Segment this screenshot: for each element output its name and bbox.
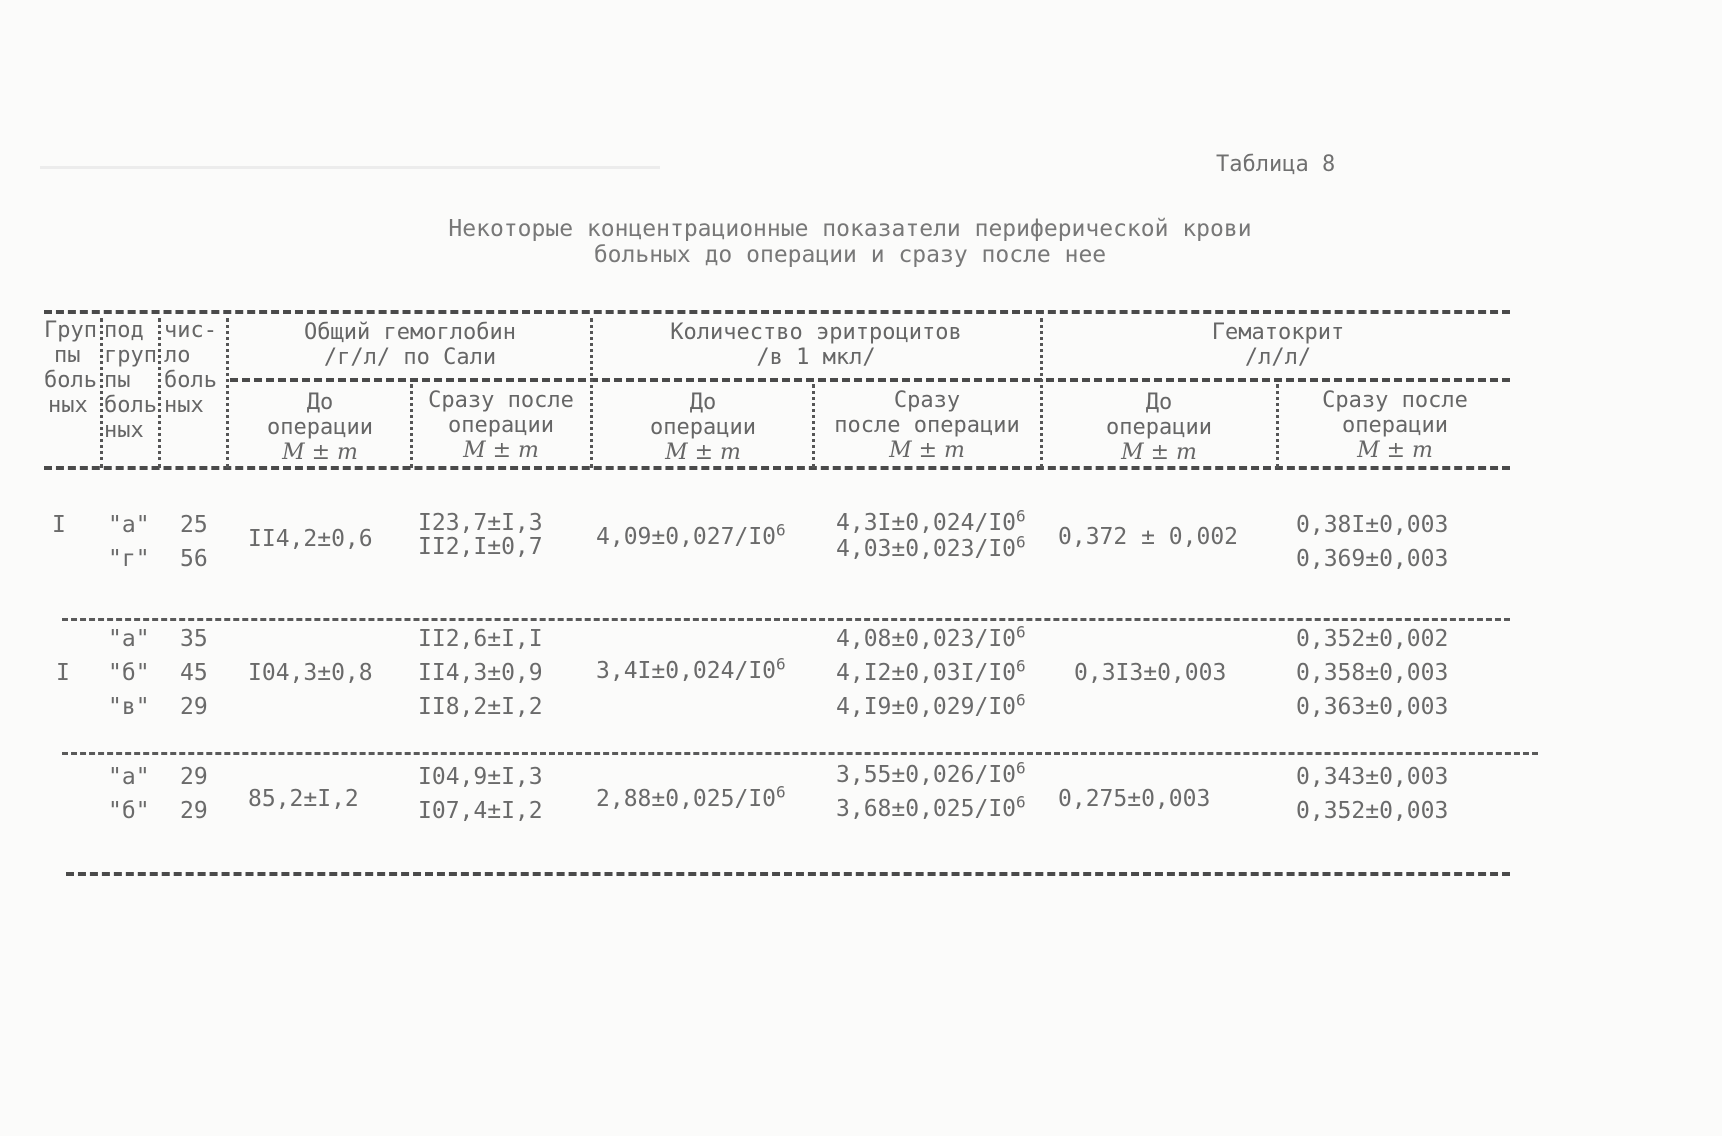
- header-er-after: Сразу после операции М ± m: [834, 388, 1020, 463]
- er-after-value: $4,3I\pm 0,024/I0^6$: [836, 506, 1026, 536]
- subgroup-name: "а": [108, 512, 150, 538]
- header-groups: Груп пы боль ных: [44, 318, 97, 418]
- header-ht-before: До операции М ± m: [1106, 390, 1212, 465]
- table-title: [420, 216, 1280, 268]
- ht-after-value: 0,352±0,003: [1296, 798, 1449, 824]
- rule-group-1: [62, 618, 1510, 621]
- table-title-line1: Некоторые концентрационные показатели периферической крови: [448, 216, 1252, 242]
- vsep-3: [226, 318, 229, 468]
- er-after-value: $4,08\pm 0,023/I0^6$: [836, 622, 1026, 652]
- hb-after-value: II8,2±I,2: [418, 694, 543, 720]
- vsep-4: [590, 318, 593, 468]
- subgroup-count: 35: [180, 626, 208, 652]
- header-subgroups: под груп пы боль ных: [104, 318, 157, 443]
- subgroup-name: "а": [108, 764, 150, 790]
- ht-before-value: 0,372 ± 0,002: [1058, 524, 1239, 550]
- vsep-7: [812, 384, 815, 468]
- hb-before-value: II4,2±0,6: [248, 526, 373, 552]
- header-ht-after: Сразу после операции М ± m: [1322, 388, 1468, 463]
- subgroup-count: 56: [180, 546, 208, 572]
- group-label: I: [56, 660, 70, 686]
- group-label: I: [52, 512, 66, 538]
- subgroup-name: "г": [108, 546, 150, 572]
- subgroup-name: "б": [108, 660, 150, 686]
- subgroup-name: "а": [108, 626, 150, 652]
- er-after-value: $3,55\pm 0,026/I0^6$: [836, 758, 1026, 788]
- ht-after-value: 0,358±0,003: [1296, 660, 1449, 686]
- subgroup-count: 25: [180, 512, 208, 538]
- subgroup-name: "б": [108, 798, 150, 824]
- subgroup-count: 45: [180, 660, 208, 686]
- vsep-5: [1040, 318, 1043, 468]
- vsep-2: [158, 318, 161, 468]
- er-after-value: $4,I2\pm 0,03I/I0^6$: [836, 656, 1026, 686]
- header-hb-after: Сразу после операции М ± m: [428, 388, 574, 463]
- vsep-8: [1276, 384, 1279, 468]
- hb-before-value: 85,2±I,2: [248, 786, 359, 812]
- hb-after-value: II2,6±I,I: [418, 626, 543, 652]
- table-label: Таблица 8: [1216, 152, 1336, 177]
- ht-after-value: 0,363±0,003: [1296, 694, 1449, 720]
- subgroup-count: 29: [180, 798, 208, 824]
- header-hb-before: До операции М ± m: [267, 390, 373, 465]
- er-after-value: $4,03\pm 0,023/I0^6$: [836, 532, 1026, 562]
- ht-after-value: 0,352±0,002: [1296, 626, 1449, 652]
- ht-after-value: 0,38I±0,003: [1296, 512, 1449, 538]
- hb-after-value: II2,I±0,7: [418, 534, 543, 560]
- header-count: чис- ло боль ных: [164, 318, 217, 418]
- rule-header-bottom: [44, 466, 1510, 470]
- er-before-value: $3,4I\pm 0,024/I0^6$: [596, 654, 786, 684]
- header-erythrocytes: Количество эритроцитов /в 1 мкл/: [670, 320, 962, 370]
- ht-after-value: 0,343±0,003: [1296, 764, 1449, 790]
- scan-artifact-line: [40, 166, 660, 169]
- ht-before-value: 0,3I3±0,003: [1074, 660, 1227, 686]
- rule-bottom: [66, 872, 1510, 876]
- er-before-value: $2,88\pm 0,025/I0^6$: [596, 782, 786, 812]
- er-after-value: $4,I9\pm 0,029/I0^6$: [836, 690, 1026, 720]
- header-hemoglobin: Общий гемоглобин /г/л/ по Сали: [304, 320, 516, 370]
- rule-top: [44, 310, 1510, 314]
- subgroup-count: 29: [180, 764, 208, 790]
- er-after-value: $3,68\pm 0,025/I0^6$: [836, 792, 1026, 822]
- hb-after-value: II4,3±0,9: [418, 660, 543, 686]
- hb-before-value: I04,3±0,8: [248, 660, 373, 686]
- header-er-before: До операции М ± m: [650, 390, 756, 465]
- hb-after-value: I23,7±I,3: [418, 510, 543, 536]
- subgroup-name: "в": [108, 694, 150, 720]
- er-before-value: $4,09\pm 0,027/I0^6$: [596, 520, 786, 550]
- ht-before-value: 0,275±0,003: [1058, 786, 1211, 812]
- ht-after-value: 0,369±0,003: [1296, 546, 1449, 572]
- vsep-6: [410, 384, 413, 468]
- header-hematocrit: Гематокрит /л/л/: [1211, 320, 1345, 370]
- rule-header-mid: [230, 378, 1510, 382]
- table-title-line2: больных до операции и сразу после нее: [593, 242, 1107, 268]
- hb-after-value: I04,9±I,3: [418, 764, 543, 790]
- rule-group-2: [62, 752, 1538, 755]
- vsep-1: [100, 318, 103, 468]
- subgroup-count: 29: [180, 694, 208, 720]
- hb-after-value: I07,4±I,2: [418, 798, 543, 824]
